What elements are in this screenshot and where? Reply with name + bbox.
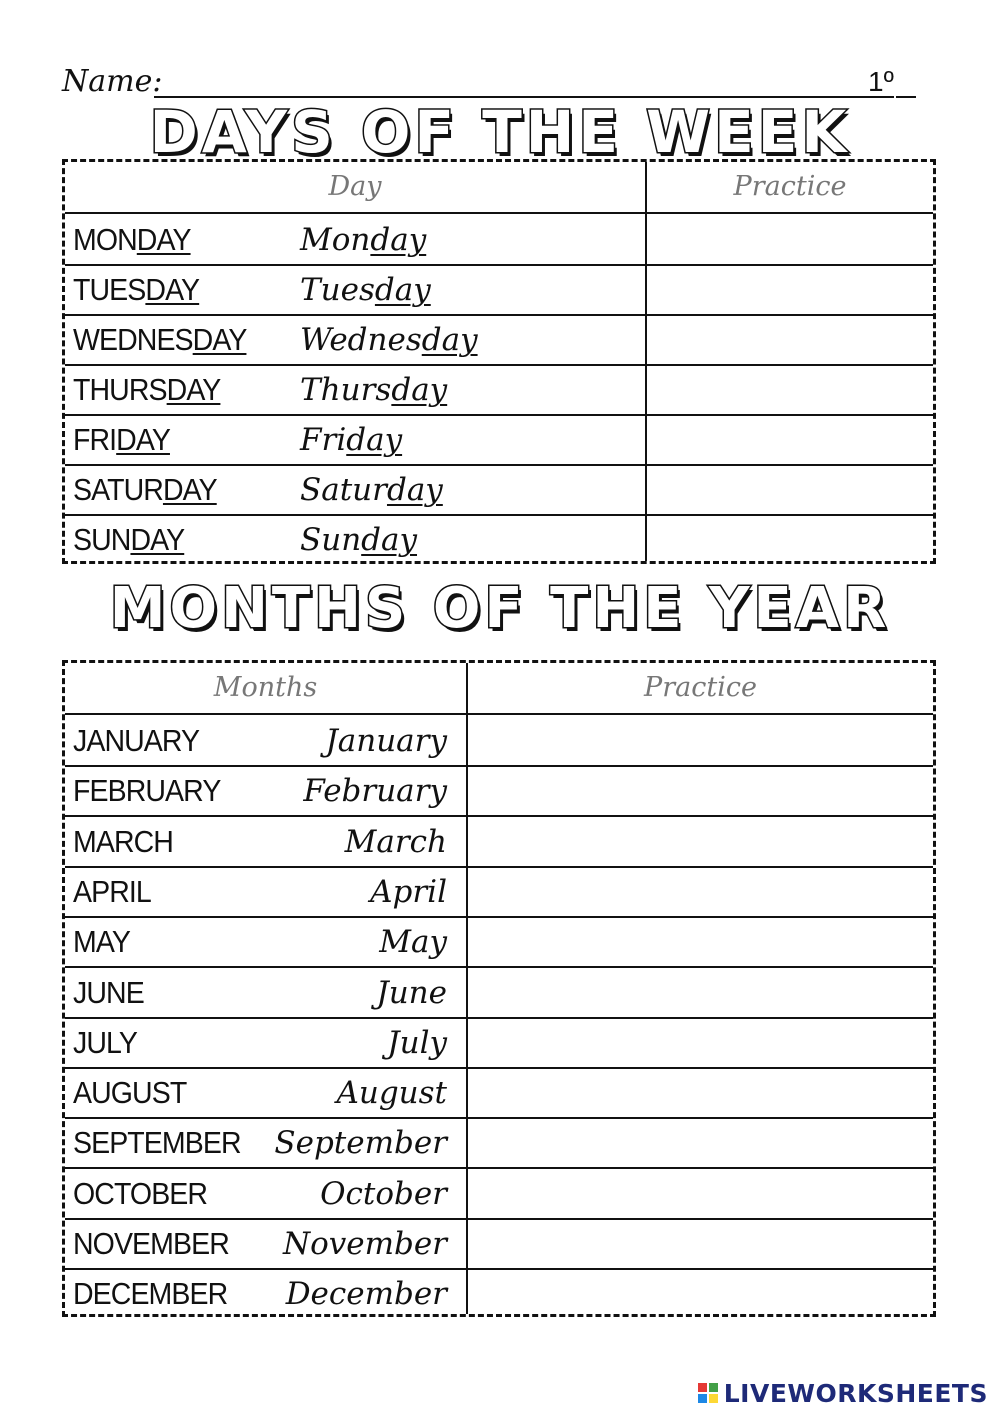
- day-print: THURSDAY: [73, 372, 221, 407]
- practice-cell[interactable]: [647, 514, 933, 564]
- practice-cell[interactable]: [647, 414, 933, 464]
- day-cursive: Tuesday: [300, 272, 431, 308]
- day-row: [65, 214, 933, 266]
- practice-cell[interactable]: [468, 1218, 933, 1268]
- month-cursive: January: [325, 723, 447, 759]
- month-row: [65, 1268, 933, 1318]
- month-print: JULY: [73, 1024, 137, 1060]
- month-print: JUNE: [73, 974, 144, 1010]
- practice-cell[interactable]: [647, 214, 933, 264]
- practice-cell[interactable]: [468, 967, 933, 1017]
- month-cursive: March: [344, 823, 447, 860]
- practice-cell[interactable]: [468, 715, 933, 765]
- month-row: [65, 1067, 933, 1119]
- day-cursive: Sunday: [300, 522, 418, 558]
- month-row: [65, 1117, 933, 1169]
- month-row: [65, 866, 933, 918]
- days-table: [62, 159, 936, 564]
- day-cursive: Thursday: [300, 372, 448, 408]
- month-row: [65, 967, 933, 1019]
- logo-block: [709, 1394, 718, 1403]
- col-practice-header: Practice: [733, 171, 847, 202]
- day-cursive: Friday: [300, 422, 403, 458]
- day-print: SUNDAY: [73, 522, 185, 557]
- practice-cell[interactable]: [468, 765, 933, 815]
- day-cursive: Saturday: [300, 472, 443, 508]
- month-cursive: August: [336, 1075, 447, 1112]
- month-print: FEBRUARY: [73, 773, 221, 809]
- month-row: [65, 816, 933, 868]
- practice-cell[interactable]: [468, 916, 933, 966]
- name-label: Name:: [62, 64, 163, 99]
- month-cursive: June: [376, 974, 447, 1011]
- col-day-header: Day: [328, 171, 382, 202]
- month-row: [65, 1218, 933, 1270]
- month-print: DECEMBER: [73, 1276, 228, 1312]
- worksheet-header: [62, 62, 922, 102]
- practice-cell[interactable]: [647, 464, 933, 514]
- practice-cell[interactable]: [647, 264, 933, 314]
- month-row: [65, 916, 933, 968]
- logo-block: [698, 1383, 707, 1392]
- liveworksheets-logo: [698, 1378, 988, 1408]
- day-cursive: Monday: [300, 222, 427, 258]
- months-table-header: [65, 663, 933, 715]
- day-print: WEDNESDAY: [73, 322, 247, 357]
- day-row: [65, 264, 933, 316]
- logo-text: LIVEWORKSHEETS: [723, 1378, 988, 1408]
- practice-cell[interactable]: [468, 816, 933, 866]
- day-print: FRIDAY: [73, 422, 170, 457]
- day-print: MONDAY: [73, 222, 191, 257]
- day-row: [65, 414, 933, 466]
- month-cursive: September: [274, 1125, 447, 1162]
- month-cursive: April: [370, 873, 447, 910]
- practice-cell[interactable]: [647, 364, 933, 414]
- month-print: APRIL: [73, 873, 151, 909]
- day-row: [65, 314, 933, 366]
- practice-cell[interactable]: [647, 314, 933, 364]
- month-row: [65, 715, 933, 767]
- month-cursive: May: [379, 924, 447, 961]
- month-cursive: July: [387, 1024, 447, 1061]
- month-print: SEPTEMBER: [73, 1125, 241, 1161]
- month-cursive: November: [282, 1226, 447, 1262]
- day-print: SATURDAY: [73, 472, 217, 507]
- month-row: [65, 765, 933, 817]
- month-print: MARCH: [73, 823, 173, 859]
- logo-block: [709, 1383, 718, 1392]
- practice-cell[interactable]: [468, 866, 933, 916]
- days-table-header: [65, 162, 933, 214]
- month-cursive: February: [303, 773, 447, 810]
- month-cursive: December: [285, 1276, 447, 1313]
- month-row: [65, 1168, 933, 1220]
- col-months-header: Months: [213, 672, 318, 703]
- day-print: TUESDAY: [73, 272, 200, 307]
- grade-label: 1º: [868, 66, 894, 97]
- months-title: MONTHS OF THE YEAR: [109, 576, 891, 641]
- logo-blocks-icon: [698, 1383, 718, 1403]
- day-row: [65, 364, 933, 416]
- practice-cell[interactable]: [468, 1017, 933, 1067]
- logo-block: [698, 1394, 707, 1403]
- day-row: [65, 514, 933, 564]
- month-print: NOVEMBER: [73, 1226, 229, 1261]
- month-print: AUGUST: [73, 1075, 187, 1111]
- month-cursive: October: [320, 1175, 447, 1212]
- months-table: [62, 660, 936, 1317]
- practice-cell[interactable]: [468, 1268, 933, 1318]
- col-practice-header: Practice: [644, 672, 757, 703]
- day-cursive: Wednesday: [300, 322, 478, 358]
- practice-cell[interactable]: [468, 1168, 933, 1218]
- days-title: DAYS OF THE WEEK: [149, 98, 851, 166]
- month-print: JANUARY: [73, 723, 200, 758]
- month-print: MAY: [73, 924, 130, 960]
- month-row: [65, 1017, 933, 1069]
- month-print: OCTOBER: [73, 1175, 208, 1211]
- practice-cell[interactable]: [468, 1117, 933, 1167]
- practice-cell[interactable]: [468, 1067, 933, 1117]
- day-row: [65, 464, 933, 516]
